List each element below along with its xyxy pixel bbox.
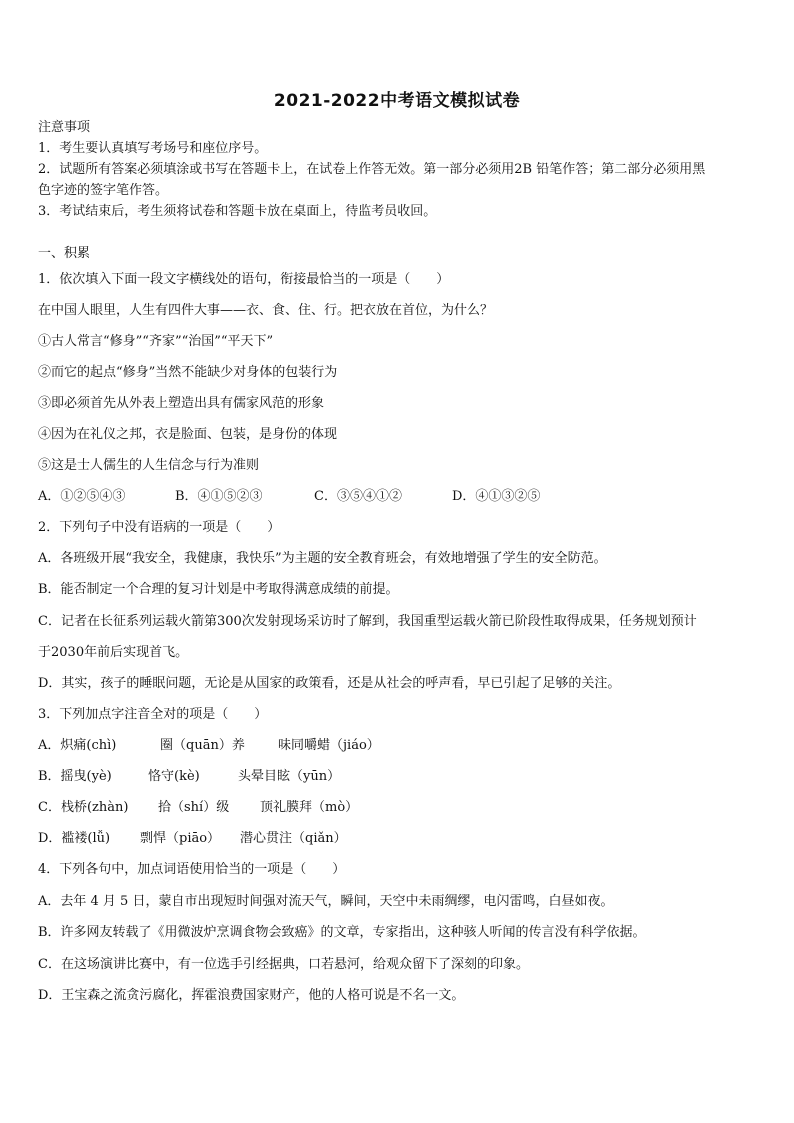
notice-item-2: 2．试题所有答案必须填涂或书写在答题卡上，在试卷上作答无效。第一部分必须用2B 铅笔作答；第二部分必须用黑 (38, 162, 706, 177)
q4-option-c: C．在这场演讲比赛中，有一位选手引经据典，口若悬河，给观众留下了深刻的印象。 (38, 957, 529, 972)
q3-d-2: 剽悍（piāo） (140, 831, 221, 846)
q3-a-1: A．炽痛(chì) (38, 738, 117, 753)
q2-option-c-cont: 于2030年前后实现首飞。 (38, 645, 189, 660)
notice-heading: 注意事项 (38, 120, 91, 135)
q3-d-1: D．褴褛(lǚ) (38, 831, 111, 846)
q1-option-a: A．①②⑤④③ (38, 489, 126, 504)
q4-option-b: B．许多网友转载了《用微波炉烹调食物会致癌》的文章，专家指出，这种骇人听闻的传言没有科学依据。 (38, 925, 646, 940)
q1-sentence-3: ③即必须首先从外表上塑造出具有儒家风范的形象 (38, 396, 325, 411)
section-heading: 一、积累 (38, 246, 91, 261)
q3-a-2: 圈（quān）养 (160, 738, 245, 753)
q3-stem: 3．下列加点字注音全对的项是（ ） (38, 707, 268, 722)
notice-item-2-cont: 色字迹的签字笔作答。 (38, 183, 169, 198)
q3-b-2: 恪守(kè) (148, 769, 200, 784)
q1-sentence-4: ④因为在礼仪之邦，衣是脸面、包装，是身份的体现 (38, 427, 338, 442)
q3-c-2: 拾（shí）级 (158, 800, 230, 815)
q3-c-3: 顶礼膜拜（mò） (260, 800, 359, 815)
q3-d-3: 潜心贯注（qiǎn） (240, 831, 347, 846)
q3-a-3: 味同嚼蜡（jiáo） (278, 738, 380, 753)
q2-option-a: A．各班级开展“我安全，我健康，我快乐”为主题的安全教育班会，有效地增强了学生的安全防范。 (38, 551, 607, 566)
notice-item-3: 3．考试结束后，考生须将试卷和答题卡放在桌面上，待监考员收回。 (38, 204, 437, 219)
q1-sentence-1: ①古人常言“修身”“齐家”“治国”“平天下” (38, 334, 274, 349)
q1-option-d: D．④①③②⑤ (452, 489, 541, 504)
q4-option-a: A．去年 4 月 5 日，蒙自市出现短时间强对流天气，瞬间，天空中未雨绸缪，电闪雷鸣，白昼如夜。 (38, 894, 614, 909)
exam-title: 2021-2022中考语文模拟试卷 (273, 91, 521, 111)
notice-item-1: 1．考生要认真填写考场号和座位序号。 (38, 141, 268, 156)
q1-option-b: B．④①⑤②③ (175, 489, 263, 504)
q1-stem: 1．依次填入下面一段文字横线处的语句，衔接最恰当的一项是（ ） (38, 272, 450, 287)
q3-b-1: B．摇曳(yè) (38, 769, 112, 784)
q2-option-d: D．其实，孩子的睡眠问题，无论是从国家的政策看，还是从社会的呼声看，早已引起了足够的关注。 (38, 676, 621, 691)
q1-sentence-5: ⑤这是士人儒生的人生信念与行为准则 (38, 458, 260, 473)
q4-stem: 4．下列各句中，加点词语使用恰当的一项是（ ） (38, 862, 346, 877)
q3-c-1: C．栈桥(zhàn) (38, 800, 129, 815)
q1-option-c: C．③⑤④①② (314, 489, 402, 504)
q1-text: 在中国人眼里，人生有四件大事——衣、食、住、行。把衣放在首位，为什么？ (38, 303, 494, 318)
q4-option-d: D．王宝森之流贪污腐化，挥霍浪费国家财产，他的人格可说是不名一文。 (38, 988, 465, 1003)
q1-sentence-2: ②而它的起点“修身”当然不能缺少对身体的包装行为 (38, 365, 338, 380)
q2-stem: 2．下列句子中没有语病的一项是（ ） (38, 520, 281, 535)
q3-b-3: 头晕目眩（yūn） (238, 769, 341, 784)
q2-option-b: B．能否制定一个合理的复习计划是中考取得满意成绩的前提。 (38, 582, 399, 597)
q2-option-c: C．记者在长征系列运载火箭第300次发射现场采访时了解到，我国重型运载火箭已阶段性取得成果，任务规划预计 (38, 614, 697, 629)
